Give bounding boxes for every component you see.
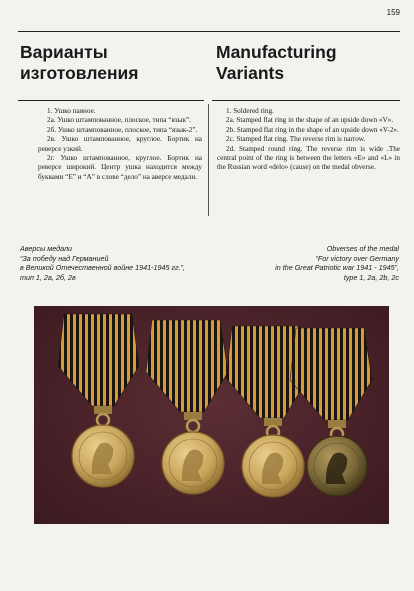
caption-line: type 1, 2a, 2b, 2c xyxy=(343,272,399,282)
caption-line: в Великой Отечественной войне 1941-1945 гг.”, xyxy=(20,263,186,273)
medals-photo xyxy=(34,306,389,524)
paragraph: 1. Ушко паяное. xyxy=(47,107,96,115)
header-rule xyxy=(18,31,400,32)
medal-1 xyxy=(58,314,139,487)
caption-line: in the Great Patriotic war 1941 - 1945”, xyxy=(275,263,399,273)
section-rule-left xyxy=(18,100,204,101)
column-divider xyxy=(208,104,209,216)
title-english-line: Variants xyxy=(216,63,285,83)
paragraph: 2d. Stamped round ring. The reverse rim is wide .The central point of the ring is between the letters «E» and «L» in the Russian word «delo» (cause) on the medal obverse. xyxy=(217,144,400,172)
caption-russian xyxy=(20,244,220,282)
caption-line: “For victory over Germany xyxy=(315,253,399,263)
paragraph: 2c. Stamped flat ring. The reverse rim is narrow. xyxy=(226,135,366,144)
title-english xyxy=(216,42,406,84)
page-number: 159 xyxy=(386,8,400,17)
english-text-column xyxy=(217,107,400,173)
title-russian-line: Варианты xyxy=(20,42,108,62)
russian-text-column xyxy=(38,107,202,182)
title-russian xyxy=(20,42,200,84)
caption-line: “За победу над Германией xyxy=(20,253,109,263)
paragraph: 2б. Ушко штампованное, плоское, типа “язык-2”. xyxy=(47,125,198,134)
caption-line: тип 1, 2а, 2б, 2в xyxy=(20,272,76,282)
section-rule-right xyxy=(212,100,400,101)
paragraph: 2а. Ушко штампованное, плоское, типа “язык”. xyxy=(47,116,191,125)
paragraph: 2a. Stamped flat ring in the shape of an upside down «V». xyxy=(226,116,394,125)
title-english-line: Manufacturing xyxy=(216,42,337,62)
title-russian-line: изготовления xyxy=(20,63,139,83)
paragraph: 2b. Stamped flat ring in the shape of an upside down «V-2». xyxy=(226,125,399,134)
paragraph: 2г. Ушко штампованное, круглое. Бортик на реверсе широкий. Центр ушка находится между буквами “Е” и “А” в слове “дело” на аверсе медали. xyxy=(38,154,202,181)
medal-2 xyxy=(146,320,228,494)
paragraph: 1. Soldered ring. xyxy=(226,107,274,115)
caption-line: Аверсы медали xyxy=(20,244,73,253)
caption-line: Obverses of the medal xyxy=(326,244,399,253)
caption-english xyxy=(199,244,399,282)
paragraph: 2в. Ушко штампованное, круглое. Бортик на реверсе узкий. xyxy=(38,135,202,153)
medals-illustration xyxy=(34,306,389,524)
